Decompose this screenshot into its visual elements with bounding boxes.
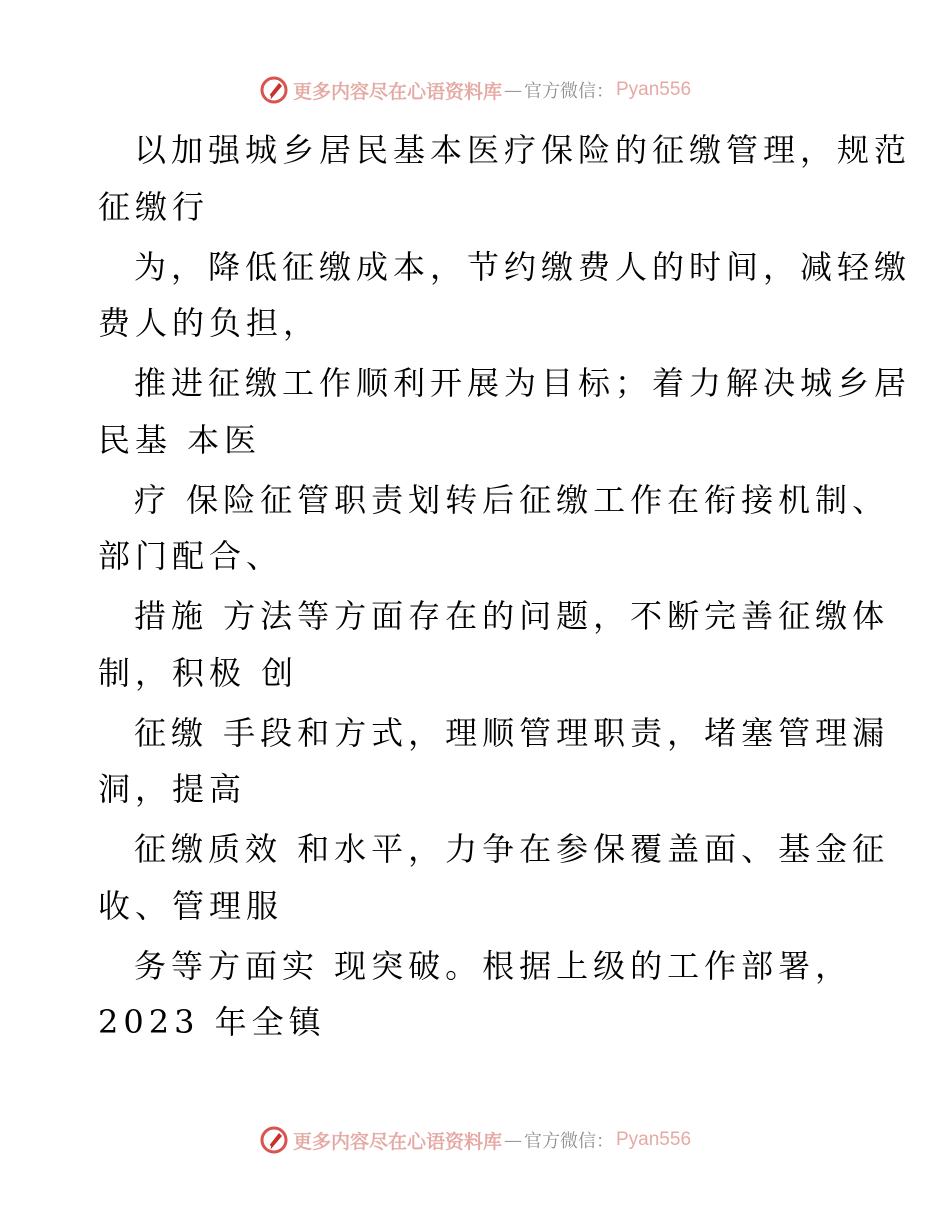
watermark-dash: — — [504, 1129, 522, 1151]
body-line: 洞，提高 — [98, 770, 247, 808]
body-line: 措施 方法等方面存在的问题，不断完善征缴体 — [134, 597, 890, 635]
watermark-text: 更多内容尽在心语资料库 — [292, 1130, 502, 1153]
body-line: 推进征缴工作顺利开展为目标；着力解决城乡居 — [134, 364, 912, 402]
body-line: 民基 本医 — [98, 421, 262, 459]
body-line: 费人的负担， — [98, 304, 321, 342]
body-line: 2023 年全镇 — [98, 1003, 326, 1041]
watermark-label: 官方微信： — [524, 81, 614, 102]
body-line: 为，降低征缴成本，节约缴费人的时间，减轻缴 — [134, 248, 912, 286]
body-line: 征缴 手段和方式，理顺管理职责，堵塞管理漏 — [134, 714, 890, 752]
body-line: 疗 保险征管职责划转后征缴工作在衔接机制、 — [134, 481, 890, 519]
pen-nib-circle-icon — [259, 1125, 289, 1155]
body-line: 收、管理服 — [98, 887, 284, 925]
watermark-dash: — — [504, 79, 522, 101]
body-line: 务等方面实 现突破。根据上级的工作部署， — [134, 947, 853, 985]
watermark-label: 官方微信： — [524, 1131, 614, 1152]
watermark-text: 更多内容尽在心语资料库 — [292, 80, 502, 103]
watermark-id: Pyan556 — [616, 1129, 692, 1150]
pen-nib-circle-icon — [259, 75, 289, 105]
body-line: 部门配合、 — [98, 537, 284, 575]
watermark-id: Pyan556 — [616, 79, 692, 100]
footer-watermark — [0, 1122, 950, 1158]
header-watermark — [0, 72, 950, 108]
body-line: 以加强城乡居民基本医疗保险的征缴管理，规范 — [134, 131, 912, 169]
body-line: 征缴质效 和水平，力争在参保覆盖面、基金征 — [134, 830, 890, 868]
body-line: 征缴行 — [98, 188, 210, 226]
body-line: 制，积极 创 — [98, 654, 299, 692]
